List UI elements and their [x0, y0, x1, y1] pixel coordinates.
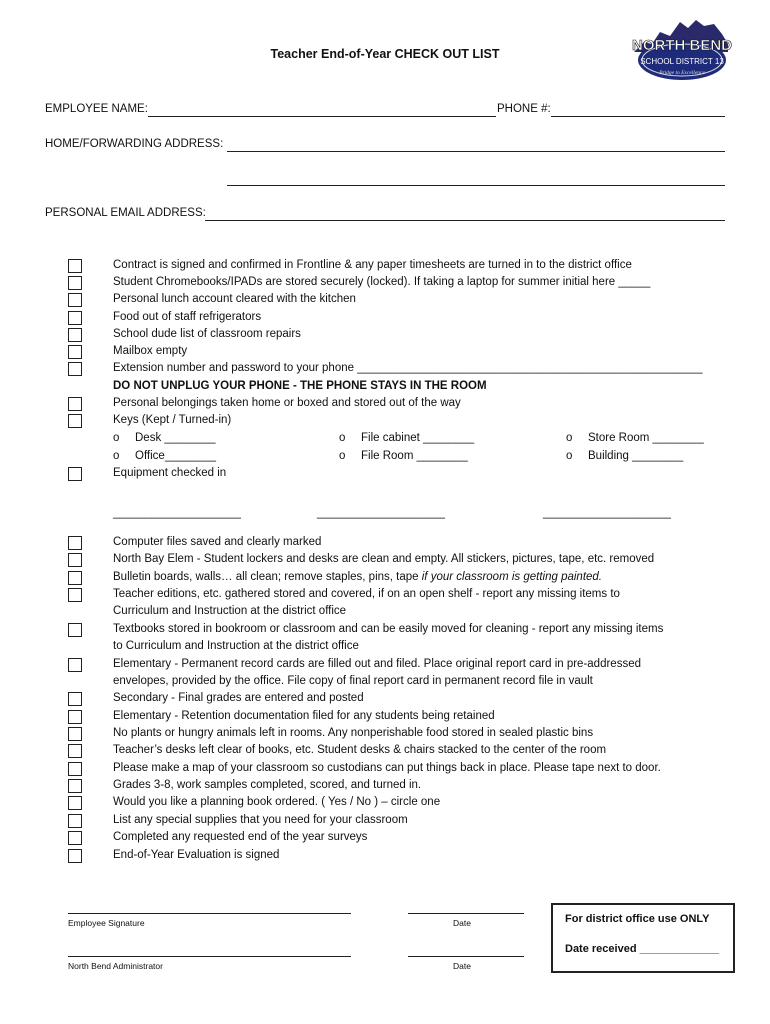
bullet-icon: o [339, 432, 346, 444]
employee-name-field[interactable] [148, 116, 496, 117]
key-desk: o Desk ________ [113, 430, 216, 447]
checkbox-equipment[interactable] [68, 467, 82, 481]
item-plants: No plants or hungry animals left in rooms. Any nonperishable food stored in sealed plastic bins [113, 727, 594, 739]
item-map: Please make a map of your classroom so custodians can put things back in place. Please tape next to door. [113, 762, 661, 774]
item-evaluation: End-of-Year Evaluation is signed [113, 849, 280, 861]
item-belongings: Personal belongings taken home or boxed and stored out of the way [113, 397, 461, 409]
checkbox-food[interactable] [68, 311, 82, 325]
checkbox-north-bay[interactable] [68, 553, 82, 567]
equipment-blank-2[interactable]: ____________________ [317, 507, 445, 519]
bullet-icon: o [339, 450, 346, 462]
item-contract: Contract is signed and confirmed in Frontline & any paper timesheets are turned in to the district office [113, 259, 632, 271]
item-lunch: Personal lunch account cleared with the kitchen [113, 293, 356, 305]
equipment-blank-1[interactable]: ____________________ [113, 507, 241, 519]
page-title: Teacher End-of-Year CHECK OUT LIST [270, 47, 500, 61]
employee-signature-line[interactable] [68, 913, 351, 914]
item-textbooks-cont: to Curriculum and Instruction at the district office [113, 640, 359, 652]
item-keys: Keys (Kept / Turned-in) [113, 414, 232, 426]
equipment-blank-3[interactable]: ____________________ [543, 507, 671, 519]
key-file-room: o File Room ________ [339, 448, 468, 465]
district-office-box [551, 903, 735, 973]
administrator-signature-label: North Bend Administrator [68, 961, 163, 971]
item-textbooks: Textbooks stored in bookroom or classroom and can be easily moved for cleaning - report any missing items [113, 623, 664, 635]
checkbox-surveys[interactable] [68, 831, 82, 845]
checkbox-bulletin[interactable] [68, 571, 82, 585]
administrator-signature-line[interactable] [68, 956, 351, 957]
checkbox-belongings[interactable] [68, 397, 82, 411]
email-label: PERSONAL EMAIL ADDRESS: [45, 207, 206, 219]
bullet-icon: o [113, 450, 120, 462]
item-chromebooks: Student Chromebooks/IPADs are stored securely (locked). If taking a laptop for summer initial here _____ [113, 276, 651, 288]
email-field[interactable] [205, 220, 725, 221]
item-equipment: Equipment checked in [113, 467, 227, 479]
key-office: o Office________ [113, 448, 216, 465]
item-teacher-editions-cont: Curriculum and Instruction at the district office [113, 605, 347, 617]
svg-text:NORTH BEND: NORTH BEND [632, 37, 732, 54]
checkbox-map[interactable] [68, 762, 82, 776]
checkbox-repairs[interactable] [68, 328, 82, 342]
bullet-icon: o [566, 450, 573, 462]
item-planning: Would you like a planning book ordered. ( Yes / No ) – circle one [113, 796, 441, 808]
checkbox-retention[interactable] [68, 710, 82, 724]
item-desks: Teacher’s desks left clear of books, etc. Student desks & chairs stacked to the center of the room [113, 744, 607, 756]
item-north-bay: North Bay Elem - Student lockers and desks are clean and empty. All stickers, pictures, tape, etc. removed [113, 553, 655, 565]
svg-text:SCHOOL DISTRICT 13: SCHOOL DISTRICT 13 [640, 57, 724, 66]
address-field-line2[interactable] [227, 185, 725, 186]
item-record-cards-cont: envelopes, provided by the office. File copy of final report card in permanent record file in vault [113, 675, 593, 687]
bullet-icon: o [113, 432, 120, 444]
checkbox-record-cards[interactable] [68, 658, 82, 672]
checkbox-contract[interactable] [68, 259, 82, 273]
phone-label: PHONE #: [497, 103, 551, 115]
item-food: Food out of staff refrigerators [113, 311, 262, 323]
employee-signature-label: Employee Signature [68, 918, 145, 928]
checkbox-computer[interactable] [68, 536, 82, 550]
checkbox-secondary[interactable] [68, 692, 82, 706]
phone-warning: DO NOT UNPLUG YOUR PHONE - THE PHONE STAYS IN THE ROOM [113, 380, 487, 392]
item-grades: Grades 3-8, work samples completed, scored, and turned in. [113, 779, 422, 791]
phone-field[interactable] [551, 116, 725, 117]
bullet-icon: o [566, 432, 573, 444]
checkbox-desks[interactable] [68, 744, 82, 758]
address-label: HOME/FORWARDING ADDRESS: [45, 138, 224, 150]
item-supplies: List any special supplies that you need for your classroom [113, 814, 408, 826]
item-record-cards: Elementary - Permanent record cards are filled out and filed. Place original report card in pre-addressed [113, 658, 641, 670]
checkbox-supplies[interactable] [68, 814, 82, 828]
key-store-room: o Store Room ________ [566, 430, 704, 447]
item-mailbox: Mailbox empty [113, 345, 188, 357]
item-retention: Elementary - Retention documentation filed for any students being retained [113, 710, 495, 722]
key-building: o Building ________ [566, 448, 683, 465]
checkbox-plants[interactable] [68, 727, 82, 741]
employee-date-line[interactable] [408, 913, 524, 914]
checkbox-textbooks[interactable] [68, 623, 82, 637]
checkbox-lunch[interactable] [68, 293, 82, 307]
district-office-title: For district office use ONLY [565, 913, 710, 925]
employee-name-label: EMPLOYEE NAME: [45, 103, 148, 115]
date-received-field[interactable]: Date received _____________ [565, 943, 720, 955]
checkbox-keys[interactable] [68, 414, 82, 428]
checkbox-evaluation[interactable] [68, 849, 82, 863]
svg-text:Bridge to Excellence: Bridge to Excellence [659, 70, 705, 76]
employee-date-label: Date [453, 918, 471, 928]
item-repairs: School dude list of classroom repairs [113, 328, 301, 340]
district-logo [630, 14, 732, 84]
item-extension: Extension number and password to your phone ______________________________________________________ [113, 362, 703, 374]
item-teacher-editions: Teacher editions, etc. gathered stored and covered, if on an open shelf - report any missing items to [113, 588, 620, 600]
item-bulletin: Bulletin boards, walls… all clean; remove staples, pins, tape if your classroom is getting painted. [113, 571, 603, 583]
administrator-date-line[interactable] [408, 956, 524, 957]
checkbox-teacher-editions[interactable] [68, 588, 82, 602]
key-file-cabinet: o File cabinet ________ [339, 430, 474, 447]
checkbox-chromebooks[interactable] [68, 276, 82, 290]
checkbox-extension[interactable] [68, 362, 82, 376]
checkbox-mailbox[interactable] [68, 345, 82, 359]
item-secondary: Secondary - Final grades are entered and posted [113, 692, 364, 704]
item-surveys: Completed any requested end of the year surveys [113, 831, 368, 843]
administrator-date-label: Date [453, 961, 471, 971]
address-field-line1[interactable] [227, 151, 725, 152]
checkbox-planning[interactable] [68, 796, 82, 810]
item-computer: Computer files saved and clearly marked [113, 536, 322, 548]
checkbox-grades[interactable] [68, 779, 82, 793]
